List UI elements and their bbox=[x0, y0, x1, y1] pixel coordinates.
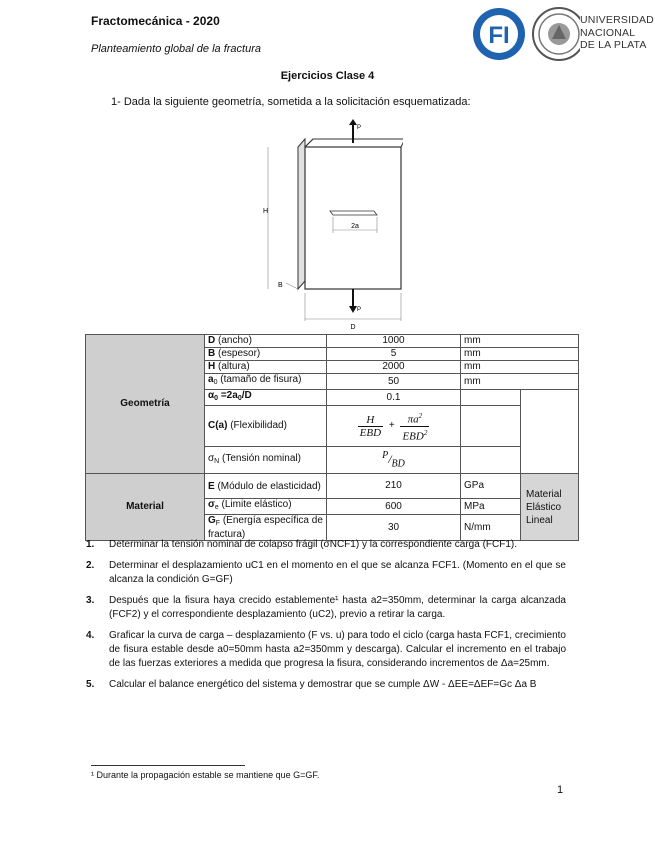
footnote-divider bbox=[91, 765, 245, 766]
param-name: D (ancho) bbox=[205, 335, 327, 348]
crack-label: 2a bbox=[351, 223, 359, 230]
param-value: 210 bbox=[327, 474, 461, 499]
list-item: 3. Después que la fisura haya crecido establemente¹ hasta a2=350mm, determinar la carga alcanzada (FCF2) y el correspondiente desplazamiento (uC2), previo a retirar la carga. bbox=[86, 595, 566, 620]
param-name: H (altura) bbox=[205, 361, 327, 374]
param-name: $G_F$ (Energía específica de fractura) bbox=[205, 515, 327, 541]
param-value: 30 bbox=[327, 515, 461, 541]
properties-table bbox=[85, 334, 579, 541]
plate-drawing bbox=[258, 117, 403, 332]
logos bbox=[472, 5, 652, 63]
param-value: 600 bbox=[327, 499, 461, 515]
load-label-top: P bbox=[357, 125, 362, 131]
task-list bbox=[86, 538, 566, 699]
param-name: $\alpha_0 =2a_0/D$ bbox=[205, 390, 327, 406]
param-unit: mm bbox=[461, 348, 579, 361]
material-note: Material Elástico Lineal bbox=[521, 474, 579, 541]
list-item: 2. Determinar el desplazamiento uC1 en el momento en el que se alcanza FCF1. (Momento en el que se alcanza la condición G=GF) bbox=[86, 560, 566, 585]
material-header: Material bbox=[86, 474, 205, 541]
faculty-logo-letters: FI bbox=[488, 22, 510, 49]
table-row bbox=[86, 335, 579, 348]
table-row bbox=[86, 474, 579, 499]
empty-cell bbox=[461, 406, 521, 447]
param-unit: GPa bbox=[461, 474, 521, 499]
university-name: UNIVERSIDAD NACIONAL DE LA PLATA bbox=[580, 14, 654, 51]
empty-cell bbox=[461, 447, 521, 474]
param-name: E (Módulo de elasticidad) bbox=[205, 474, 327, 499]
param-name: $a_0$ (tamaño de fisura) bbox=[205, 374, 327, 390]
param-value: 50 bbox=[327, 374, 461, 390]
width-label: D bbox=[350, 324, 356, 331]
flexibility-label: C(a) (Flexibilidad) bbox=[205, 406, 327, 447]
footnote: ¹ Durante la propagación estable se mantiene que G=GF. bbox=[91, 770, 320, 780]
param-unit: mm bbox=[461, 361, 579, 374]
page-number: 1 bbox=[557, 784, 564, 796]
list-item: 4. Graficar la curva de carga – desplazamiento (F vs. u) para todo el ciclo (carga hasta FCF1, crecimiento de fisura estable desde a0=50mm hasta a2=350mm y descarga). Calcular el incremento en el trabajo de las fuerzas exteriores a medida que progresa la fisura, considerando incrementos de Δa=25mm. bbox=[86, 630, 566, 669]
list-item: 5. Calcular el balance energético del sistema y demostrar que se cumple ΔW - ΔEE=ΔEF=Gc Δa B bbox=[86, 679, 537, 690]
geometry-header: Geometría bbox=[86, 335, 205, 474]
param-unit: N/mm bbox=[461, 515, 521, 541]
param-unit: mm bbox=[461, 335, 579, 348]
param-value: 2000 bbox=[327, 361, 461, 374]
param-name: $\sigma_e$ (Limite elástico) bbox=[205, 499, 327, 515]
course-title: Fractomecánica - 2020 bbox=[91, 14, 220, 28]
param-unit bbox=[461, 390, 521, 406]
nominal-stress-formula: $^P/_{BD}$ bbox=[327, 447, 461, 474]
param-unit: mm bbox=[461, 374, 579, 390]
page-title: Ejercicios Clase 4 bbox=[280, 70, 375, 82]
geometry-figure bbox=[258, 117, 403, 332]
question-1-statement: 1- Dada la siguiente geometría, sometida a la solicitación esquematizada: bbox=[111, 96, 471, 108]
nominal-stress-label: $\sigma_N$ (Tensión nominal) bbox=[205, 447, 327, 474]
param-value: 5 bbox=[327, 348, 461, 361]
param-name: B (espesor) bbox=[205, 348, 327, 361]
height-label: H bbox=[263, 208, 269, 215]
load-label-bottom: P bbox=[357, 307, 362, 313]
flexibility-formula: H EBD + $\pi a^2$ EBD$^2$ bbox=[327, 406, 461, 447]
param-value: 0.1 bbox=[327, 390, 461, 406]
param-value: 1000 bbox=[327, 335, 461, 348]
thickness-label: B bbox=[278, 282, 283, 289]
list-item: 1. Determinar la tensión nominal de colapso frágil (σNCF1) y la correspondiente carga (FCF1). bbox=[86, 539, 518, 550]
document-subtitle: Planteamiento global de la fractura bbox=[91, 43, 261, 55]
faculty-logo-icon bbox=[472, 5, 580, 63]
param-unit: MPa bbox=[461, 499, 521, 515]
empty-cell bbox=[521, 390, 579, 474]
